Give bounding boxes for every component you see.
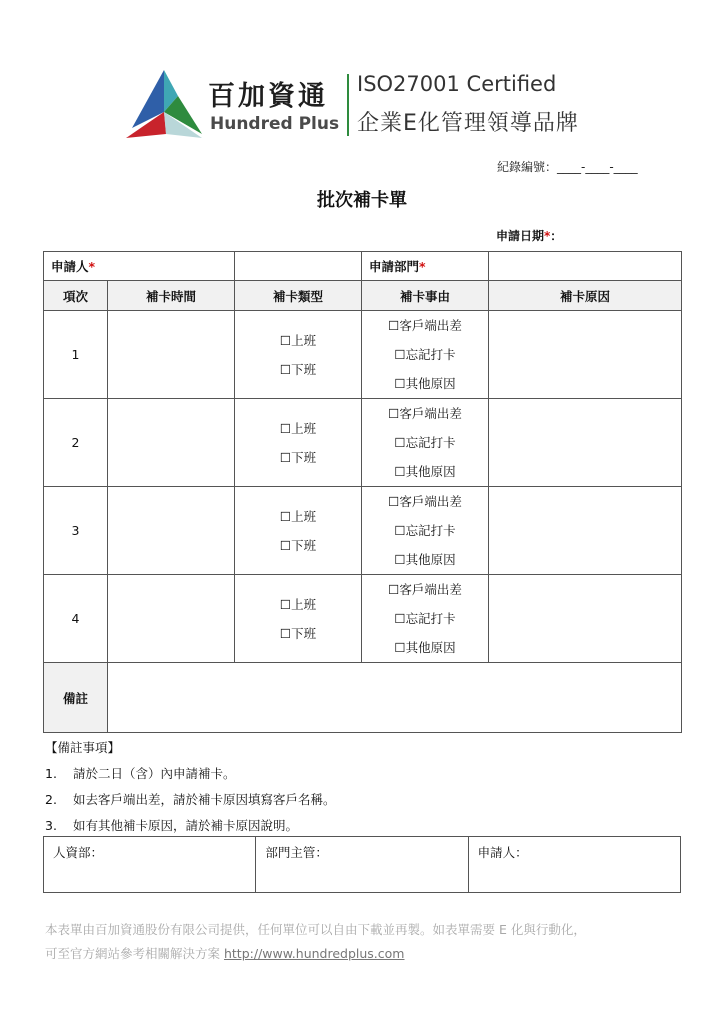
checkbox-clock-out[interactable]: ☐下班 [279, 361, 317, 377]
checkbox-clock-in[interactable]: ☐上班 [279, 332, 317, 348]
checkbox-clock-out[interactable]: ☐下班 [279, 449, 317, 465]
applicant-label: 申請人* [44, 252, 235, 281]
remarks-label: 備註 [44, 663, 108, 733]
punch-reason-options [362, 399, 489, 487]
remarks-field[interactable] [108, 663, 682, 733]
row-number: 1 [44, 311, 108, 399]
row-number: 4 [44, 575, 108, 663]
punch-time-cell[interactable] [108, 399, 235, 487]
footer-note [45, 918, 685, 966]
checkbox-other-reason[interactable]: ☐其他原因 [394, 552, 456, 567]
brand-name-cn: 百加資通 [208, 81, 328, 112]
table-row [44, 311, 682, 399]
header-punch-type: 補卡類型 [235, 281, 362, 311]
form-title: 批次補卡單 [317, 190, 407, 211]
row-number: 2 [44, 399, 108, 487]
signature-table [43, 836, 681, 893]
brand-divider [347, 74, 349, 136]
punch-reason-options [362, 487, 489, 575]
table-row [44, 399, 682, 487]
punch-reason-options [362, 311, 489, 399]
hundred-plus-logo-icon [122, 68, 206, 144]
hr-signature-field[interactable]: 人資部： [44, 837, 256, 893]
header-punch-time: 補卡時間 [108, 281, 235, 311]
notes-list [45, 765, 336, 843]
checkbox-client-trip[interactable]: ☐客戶端出差 [388, 406, 462, 421]
apply-date-label: 申請日期*： [496, 229, 563, 243]
checkbox-forgot-punch[interactable]: ☐忘記打卡 [394, 347, 456, 362]
list-item: 3. 如有其他補卡原因，請於補卡原因說明。 [45, 818, 299, 833]
checkbox-other-reason[interactable]: ☐其他原因 [394, 464, 456, 479]
checkbox-forgot-punch[interactable]: ☐忘記打卡 [394, 523, 456, 538]
footer-line-1: 本表單由百加資通股份有限公司提供，任何單位可以自由下載並再製。如表單需要 E 化與行動化， [45, 922, 586, 937]
makeup-punch-table [43, 251, 682, 733]
certification-text: ISO27001 Certified [357, 72, 557, 96]
table-row [44, 487, 682, 575]
punch-time-cell[interactable] [108, 487, 235, 575]
checkbox-client-trip[interactable]: ☐客戶端出差 [388, 494, 462, 509]
checkbox-clock-in[interactable]: ☐上班 [279, 596, 317, 612]
checkbox-other-reason[interactable]: ☐其他原因 [394, 376, 456, 391]
checkbox-clock-in[interactable]: ☐上班 [279, 420, 317, 436]
applicant-signature-field[interactable]: 申請人： [468, 837, 680, 893]
applicant-field[interactable] [235, 252, 362, 281]
applicant-info-row [44, 252, 682, 281]
manager-signature-field[interactable]: 部門主管： [256, 837, 468, 893]
checkbox-clock-in[interactable]: ☐上班 [279, 508, 317, 524]
department-field[interactable] [489, 252, 682, 281]
header-punch-reason: 補卡原因 [489, 281, 682, 311]
remarks-row [44, 663, 682, 733]
header-item-no: 項次 [44, 281, 108, 311]
company-header [122, 68, 602, 146]
checkbox-client-trip[interactable]: ☐客戶端出差 [388, 582, 462, 597]
punch-reason-options [362, 575, 489, 663]
footer-line-2: 可至官方網站參考相關解決方案 http://www.hundredplus.com [45, 946, 405, 961]
checkbox-other-reason[interactable]: ☐其他原因 [394, 640, 456, 655]
checkbox-client-trip[interactable]: ☐客戶端出差 [388, 318, 462, 333]
punch-time-cell[interactable] [108, 311, 235, 399]
table-row [44, 575, 682, 663]
checkbox-clock-out[interactable]: ☐下班 [279, 537, 317, 553]
punch-type-options [235, 399, 362, 487]
brand-name-en: Hundred Plus [210, 114, 340, 134]
punch-type-options [235, 575, 362, 663]
punch-type-options [235, 311, 362, 399]
checkbox-forgot-punch[interactable]: ☐忘記打卡 [394, 435, 456, 450]
list-item: 2. 如去客戶端出差，請於補卡原因填寫客戶名稱。 [45, 792, 336, 807]
record-number: 紀錄編號：____-____-____ [497, 160, 638, 174]
checkbox-clock-out[interactable]: ☐下班 [279, 625, 317, 641]
header-punch-reason-type: 補卡事由 [362, 281, 489, 311]
list-item: 1. 請於二日（含）內申請補卡。 [45, 766, 236, 781]
brand-slogan: 企業E化管理領導品牌 [357, 111, 579, 136]
required-mark: * [544, 229, 551, 243]
punch-reason-cell[interactable] [489, 399, 682, 487]
punch-type-options [235, 487, 362, 575]
notes-heading: 【備註事項】 [45, 740, 121, 755]
website-link[interactable]: http://www.hundredplus.com [223, 946, 405, 961]
checkbox-forgot-punch[interactable]: ☐忘記打卡 [394, 611, 456, 626]
punch-reason-cell[interactable] [489, 575, 682, 663]
punch-reason-cell[interactable] [489, 487, 682, 575]
punch-reason-cell[interactable] [489, 311, 682, 399]
row-number: 3 [44, 487, 108, 575]
punch-time-cell[interactable] [108, 575, 235, 663]
table-header-row [44, 281, 682, 311]
department-label: 申請部門* [362, 252, 489, 281]
